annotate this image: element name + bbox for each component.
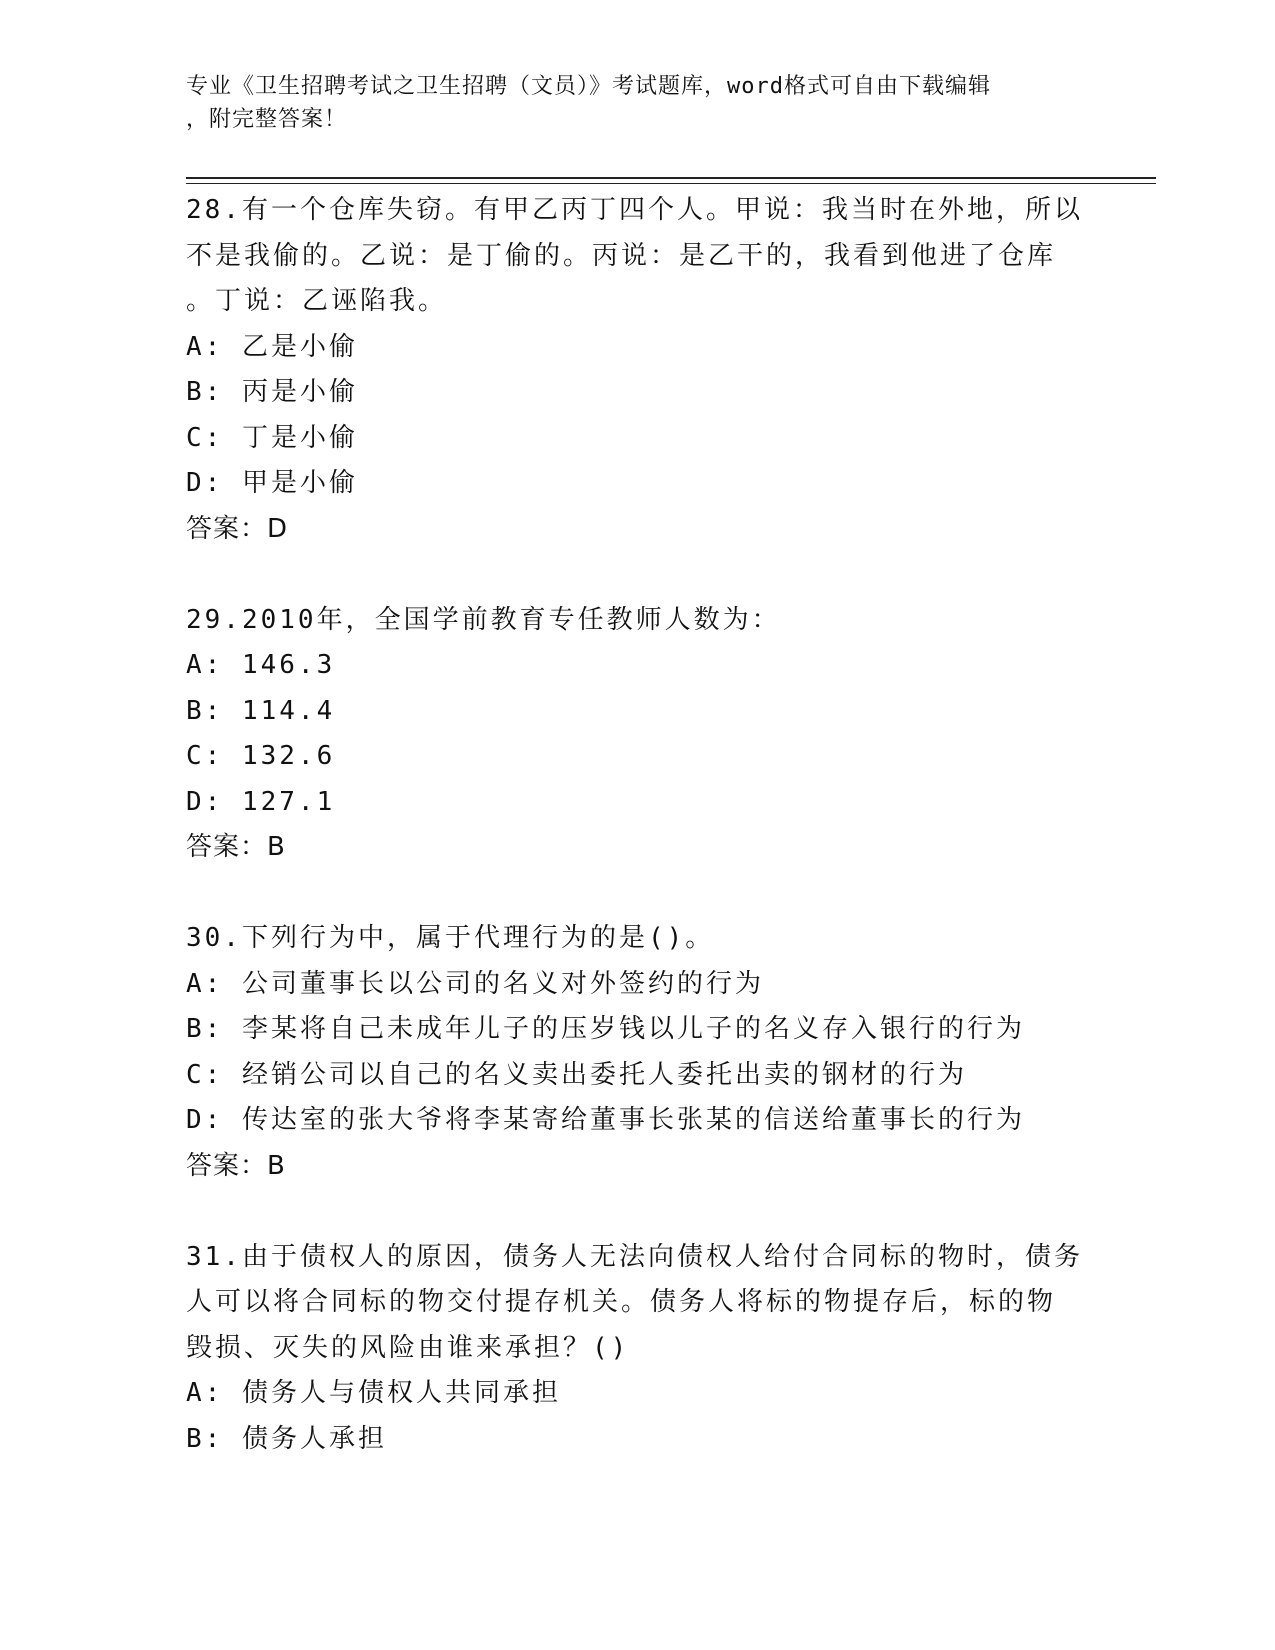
- option-text: 146.3: [241, 650, 336, 680]
- question-spacer: [186, 871, 1086, 917]
- option-b: [186, 370, 1086, 416]
- option-text: 经销公司以自己的名义卖出委托人委托出卖的钢材的行为: [241, 1059, 967, 1090]
- question-30: [186, 916, 1086, 1235]
- option-d: [186, 461, 1086, 507]
- option-letter: B:: [186, 1423, 224, 1454]
- option-text: 114.4: [241, 695, 336, 726]
- option-b: [186, 1007, 1086, 1053]
- header-divider-thick: [186, 177, 1156, 179]
- question-text-line: 31.由于债权人的原因，债务人无法向债权人给付合同标的物时，债务: [186, 1241, 1083, 1272]
- option-letter: B:: [186, 377, 224, 407]
- option-b: [186, 1417, 1086, 1463]
- option-a: [186, 962, 1086, 1008]
- option-letter: B:: [186, 695, 224, 726]
- option-letter: D:: [186, 1105, 224, 1135]
- question-text-line: 毁损、灭失的风险由谁来承担？(): [186, 1332, 630, 1363]
- option-d: [186, 1098, 1086, 1144]
- header-divider-thin: [186, 183, 1156, 184]
- option-text: 债务人承担: [241, 1423, 387, 1454]
- answer-line: 答案：B: [186, 1150, 286, 1181]
- option-c: [186, 416, 1086, 462]
- option-text: 127.1: [241, 786, 336, 817]
- option-letter: D:: [186, 468, 224, 498]
- answer-line: 答案：B: [186, 832, 286, 862]
- option-c: [186, 1053, 1086, 1099]
- document-header: [186, 70, 1066, 136]
- option-letter: C:: [186, 422, 224, 453]
- question-text-line: 。丁说：乙诬陷我。: [186, 286, 448, 316]
- option-b: [186, 689, 1086, 735]
- option-text: 乙是小偷: [241, 331, 358, 362]
- option-letter: C:: [186, 1059, 224, 1090]
- question-text-line: 人可以将合同标的物交付提存机关。债务人将标的物提存后，标的物: [186, 1287, 1057, 1317]
- question-text-line: 30.下列行为中，属于代理行为的是()。: [186, 923, 715, 953]
- option-text: 丁是小偷: [241, 422, 358, 453]
- header-line-1: 专业《卫生招聘考试之卫生招聘（文员）》考试题库，word格式可自由下载编辑: [186, 74, 991, 99]
- question-text-line: 28.有一个仓库失窃。有甲乙丙丁四个人。甲说：我当时在外地，所以: [186, 195, 1083, 225]
- option-letter: A:: [186, 331, 224, 362]
- option-letter: D:: [186, 786, 224, 817]
- option-a: [186, 1371, 1086, 1417]
- option-d: [186, 780, 1086, 826]
- option-letter: A:: [186, 650, 224, 680]
- option-letter: A:: [186, 968, 224, 999]
- option-text: 债务人与债权人共同承担: [241, 1378, 561, 1408]
- option-text: 丙是小偷: [241, 377, 358, 407]
- header-line-2: ，附完整答案！: [186, 107, 348, 132]
- option-c: [186, 734, 1086, 780]
- option-letter: C:: [186, 741, 224, 771]
- option-a: [186, 325, 1086, 371]
- option-text: 传达室的张大爷将李某寄给董事长张某的信送给董事长的行为: [241, 1105, 1025, 1135]
- option-text: 132.6: [241, 741, 336, 771]
- question-text-line: 29.2010年，全国学前教育专任教师人数为：: [186, 604, 781, 635]
- option-letter: B:: [186, 1014, 224, 1044]
- question-text-line: 不是我偷的。乙说：是丁偷的。丙说：是乙干的，我看到他进了仓库: [186, 240, 1057, 271]
- question-31: [186, 1235, 1086, 1463]
- option-text: 公司董事长以公司的名义对外签约的行为: [241, 968, 764, 999]
- option-letter: A:: [186, 1378, 224, 1408]
- answer-line: 答案：D: [186, 513, 289, 544]
- question-29: [186, 598, 1086, 917]
- question-list: [186, 188, 1086, 1462]
- question-spacer: [186, 1189, 1086, 1235]
- option-text: 李某将自己未成年儿子的压岁钱以儿子的名义存入银行的行为: [241, 1014, 1025, 1044]
- option-text: 甲是小偷: [241, 468, 358, 498]
- option-a: [186, 643, 1086, 689]
- question-spacer: [186, 552, 1086, 598]
- question-28: [186, 188, 1086, 598]
